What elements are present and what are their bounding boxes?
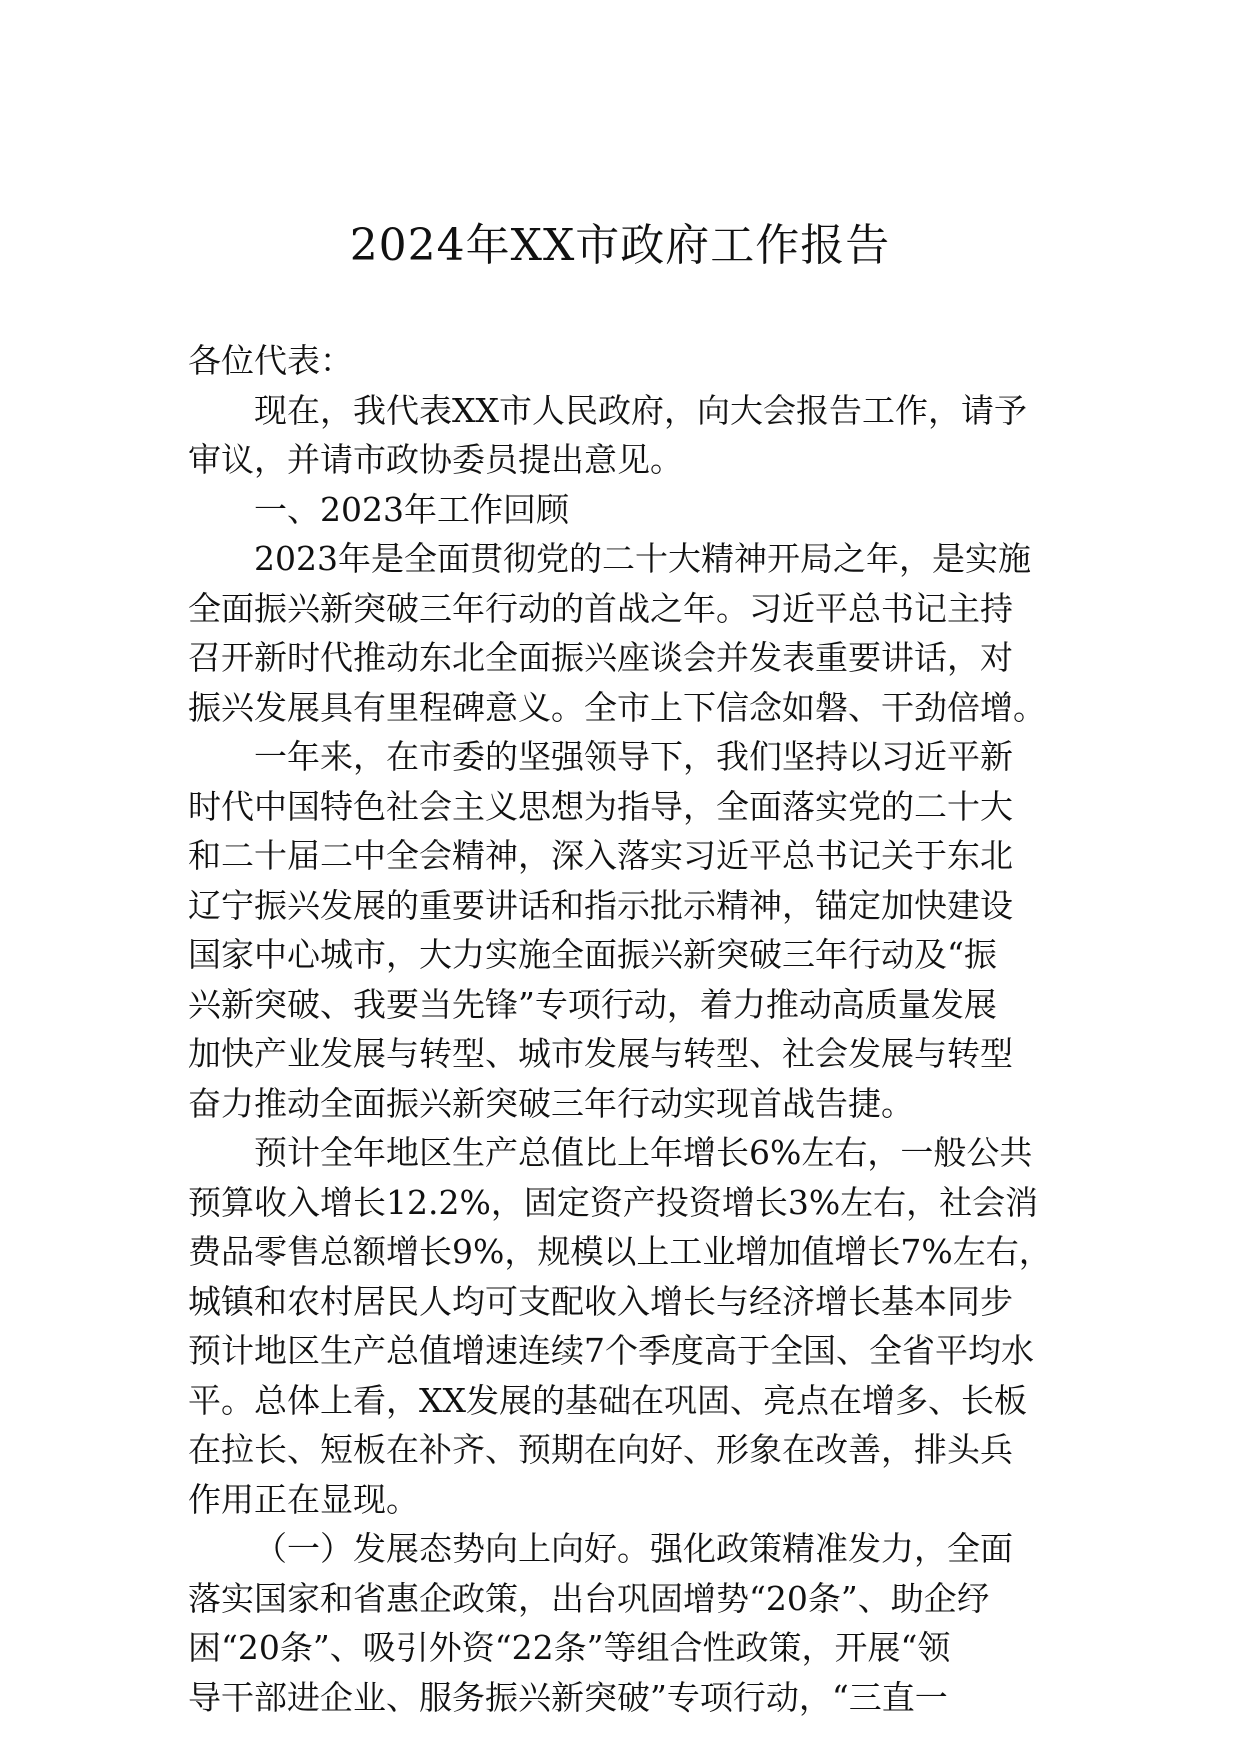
text-line: （一）发展态势向上向好。强化政策精准发力，全面 xyxy=(254,1529,1013,1568)
text-line: 平。总体上看，XX发展的基础在巩固、亮点在增多、长板 xyxy=(188,1380,1027,1420)
text-line: 国家中心城市，大力实施全面振兴新突破三年行动及“振 xyxy=(188,935,997,974)
text-line: 和二十届二中全会精神，深入落实习近平总书记关于东北 xyxy=(188,836,1013,875)
text-line: 召开新时代推动东北全面振兴座谈会并发表重要讲话，对 xyxy=(188,638,1013,677)
text-line: 城镇和农村居民人均可支配收入增长与经济增长基本同步 xyxy=(188,1281,1013,1321)
text-line: 落实国家和省惠企政策，出台巩固增势“20条”、助企纾 xyxy=(188,1578,990,1618)
text-line: 振兴发展具有里程碑意义。全市上下信念如磐、干劲倍增。 xyxy=(188,687,1046,727)
text-line: 全面振兴新突破三年行动的首战之年。习近平总书记主持 xyxy=(188,588,1013,628)
text-line: 预计地区生产总值增速连续7个季度高于全国、全省平均水 xyxy=(188,1331,1034,1370)
text-line: 一、2023年工作回顾 xyxy=(254,489,569,529)
text-line: 加快产业发展与转型、城市发展与转型、社会发展与转型 xyxy=(188,1034,1013,1073)
text-line: 奋力推动全面振兴新突破三年行动实现首战告捷。 xyxy=(188,1083,914,1123)
document-title: 2024年XX市政府工作报告 xyxy=(349,220,891,271)
text-line: 现在，我代表XX市人民政府，向大会报告工作，请予 xyxy=(254,390,1027,430)
text-line: 困“20条”、吸引外资“22条”等组合性政策，开展“领 xyxy=(188,1628,951,1667)
document-body xyxy=(188,336,1068,1722)
text-line: 审议，并请市政协委员提出意见。 xyxy=(188,440,683,479)
text-line: 预算收入增长12.2%，固定资产投资增长3%左右，社会消 xyxy=(188,1182,1039,1222)
text-line: 兴新突破、我要当先锋”专项行动，着力推动高质量发展 xyxy=(188,984,997,1024)
text-line: 一年来，在市委的坚强领导下，我们坚持以习近平新 xyxy=(254,737,1013,776)
text-line: 时代中国特色社会主义思想为指导，全面落实党的二十大 xyxy=(188,786,1013,826)
text-line: 2023年是全面贯彻党的二十大精神开局之年，是实施 xyxy=(254,539,1031,578)
text-line: 各位代表： xyxy=(188,341,353,380)
text-line: 作用正在显现。 xyxy=(188,1479,419,1519)
text-line: 费品零售总额增长9%，规模以上工业增加值增长7%左右， xyxy=(188,1232,1052,1271)
text-line: 辽宁振兴发展的重要讲话和指示批示精神，锚定加快建设 xyxy=(188,885,1013,925)
text-line: 在拉长、短板在补齐、预期在向好、形象在改善，排头兵 xyxy=(188,1430,1013,1469)
text-line: 预计全年地区生产总值比上年增长6%左右，一般公共 xyxy=(254,1133,1033,1172)
text-line: 导干部进企业、服务振兴新突破”专项行动，“三直一 xyxy=(188,1677,948,1717)
